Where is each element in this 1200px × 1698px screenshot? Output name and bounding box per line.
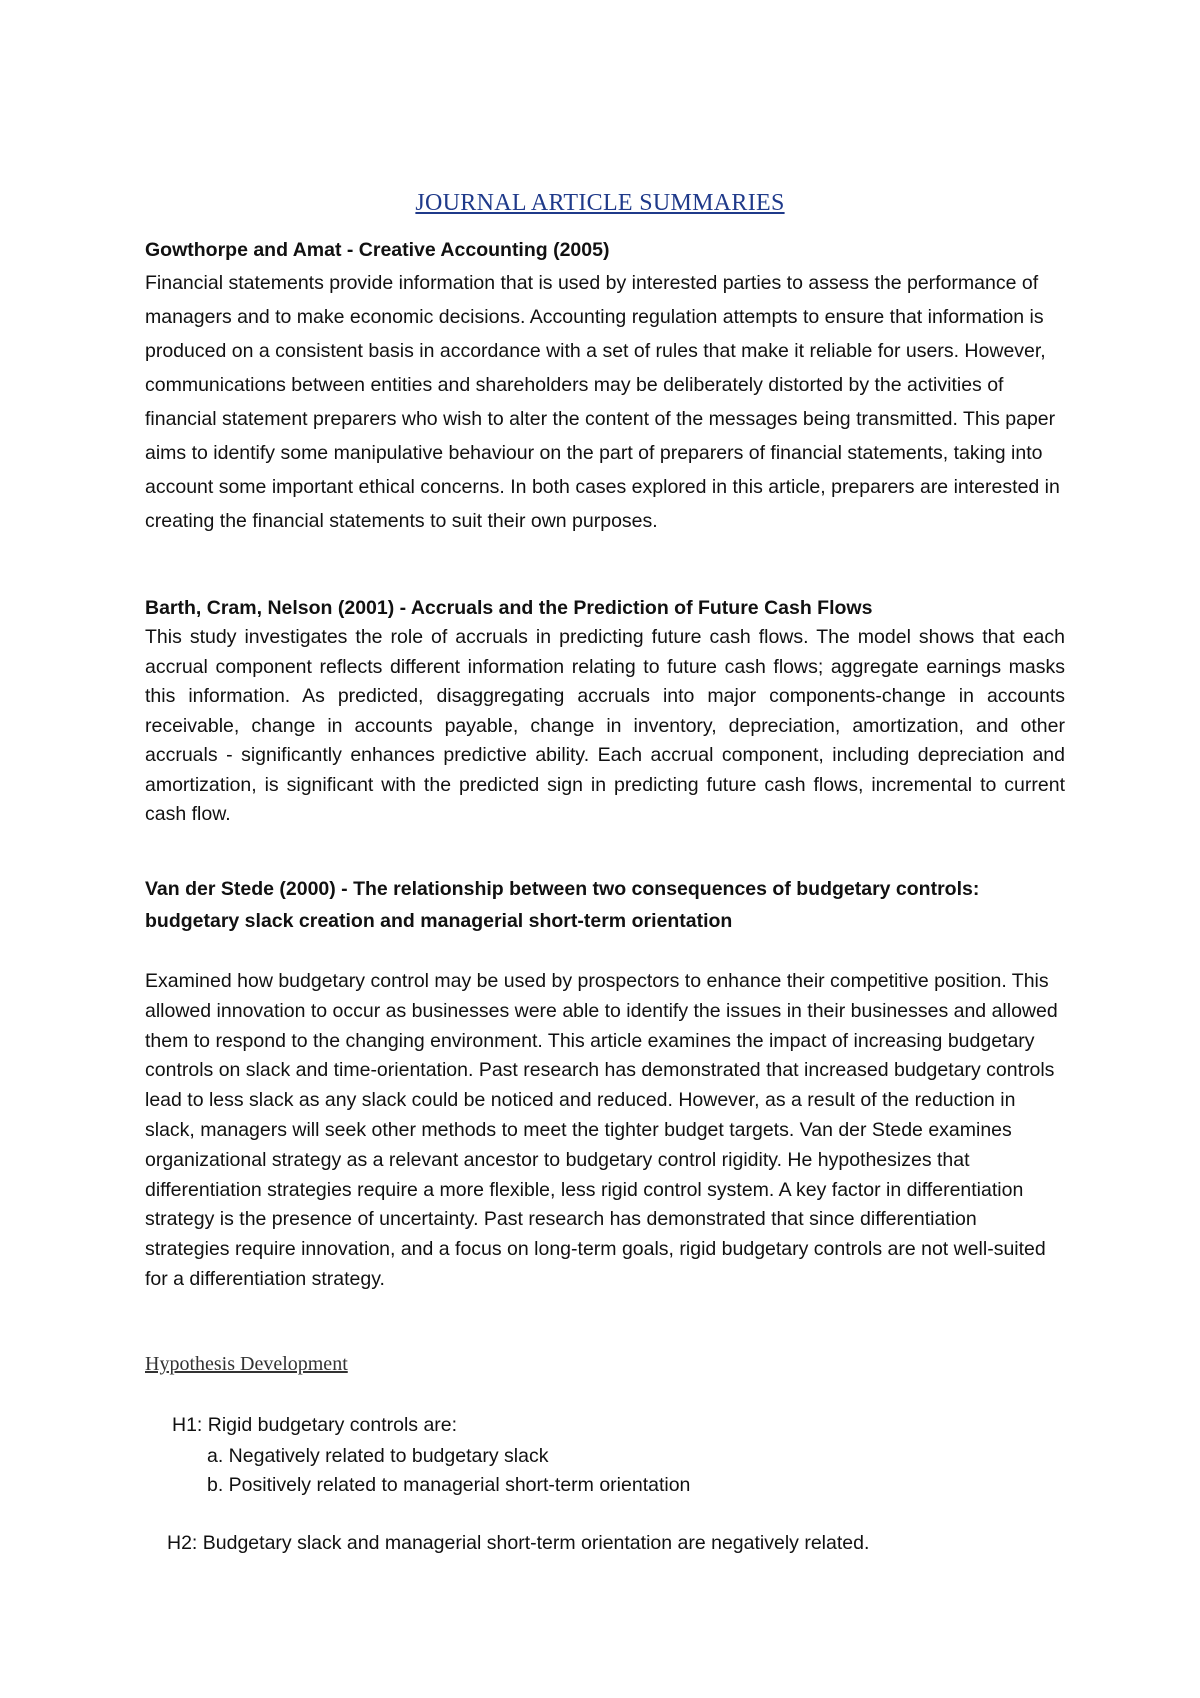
hypothesis-h1: H1: Rigid budgetary controls are: [172, 1414, 458, 1436]
article-heading: Gowthorpe and Amat - Creative Accounting (2005) [145, 239, 610, 261]
document-title: JOURNAL ARTICLE SUMMARIES [415, 190, 785, 216]
article-summary-barth [145, 594, 1065, 830]
article-heading: Barth, Cram, Nelson (2001) - Accruals and the Prediction of Future Cash Flows [145, 597, 873, 619]
article-summary-van-der-stede [145, 873, 1065, 1295]
article-body: Examined how budgetary control may be used by prospectors to enhance their competitive position. This allowed innovation to occur as businesses were able to identify the issues in their businesses and allowed them to respond to the changing environment. This article examines the impact of increasing budgetary controls on slack and time-orientation. Past research has demonstrated that increased budgetary controls lead to less slack as any slack could be noticed and reduced. However, as a result of the reduction in slack, managers will seek other methods to meet the tighter budget targets. Van der Stede examines organizational strategy as a relevant ancestor to budgetary control rigidity. He hypothesizes that differentiation strategies require a more flexible, less rigid control system. A key factor in differentiation strategy is the presence of uncertainty. Past research has demonstrated that since differentiation strategies require innovation, and a focus on long-term goals, rigid budgetary controls are not well-suited for a differentiation strategy. [145, 970, 1058, 1290]
article-summary-gowthorpe [145, 236, 1065, 538]
article-heading: Van der Stede (2000) - The relationship between two consequences of budgetary controls: budgetary slack creation and managerial short-term orientation [145, 878, 980, 932]
hypothesis-h1-item-a: a. Negatively related to budgetary slack [207, 1445, 549, 1467]
hypothesis-h2: H2: Budgetary slack and managerial short-term orientation are negatively related. [167, 1532, 870, 1554]
hypothesis-heading: Hypothesis Development [145, 1353, 348, 1375]
article-body: This study investigates the role of accruals in predicting future cash flows. The model shows that each accrual component reflects different information relating to future cash flows; aggregate earnings masks this information. As predicted, disaggregating accruals into major components-change in accounts receivable, change in accounts payable, change in inventory, depreciation, amortization, and other accruals - significantly enhances predictive ability. Each accrual component, including depreciation and amortization, is significant with the predicted sign in predicting future cash flows, incremental to current cash flow. [145, 626, 1065, 825]
article-body: Financial statements provide information that is used by interested parties to assess the performance of managers and to make economic decisions. Accounting regulation attempts to ensure that information is produced on a consistent basis in accordance with a set of rules that make it reliable for users. However, communications between entities and shareholders may be deliberately distorted by the activities of financial statement preparers who wish to alter the content of the messages being transmitted. This paper aims to identify some manipulative behaviour on the part of preparers of financial statements, taking into account some important ethical concerns. In both cases explored in this article, preparers are interested in creating the financial statements to suit their own purposes. [145, 272, 1060, 532]
hypothesis-h1-item-b: b. Positively related to managerial short-term orientation [207, 1474, 691, 1496]
